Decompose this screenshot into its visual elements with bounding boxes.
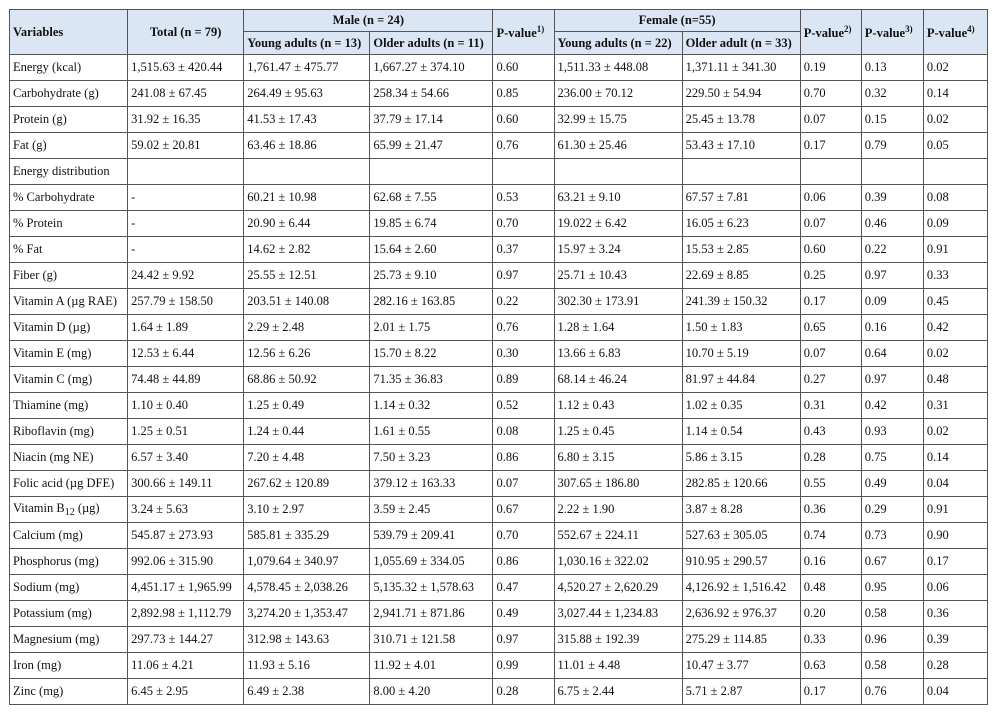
cell-male-older: 258.34 ± 54.66: [370, 81, 493, 107]
cell-female-young: 61.30 ± 25.46: [554, 133, 682, 159]
table-row: [10, 601, 988, 627]
cell-pvalue-1: 0.70: [493, 523, 554, 549]
cell-pvalue-4: 0.45: [923, 289, 987, 315]
table-row: [10, 159, 988, 185]
cell-male-young: 12.56 ± 6.26: [244, 341, 370, 367]
subscript: 12: [64, 507, 75, 518]
cell-pvalue-1: 0.86: [493, 549, 554, 575]
cell-female-young: 552.67 ± 224.11: [554, 523, 682, 549]
cell-male-older: 7.50 ± 3.23: [370, 445, 493, 471]
table-row: [10, 393, 988, 419]
cell-variable: Iron (mg): [10, 653, 128, 679]
pvalue-footnote-4: 4): [967, 23, 975, 34]
cell-pvalue-1: 0.47: [493, 575, 554, 601]
cell-pvalue-1: 0.86: [493, 445, 554, 471]
cell-female-older: 275.29 ± 114.85: [682, 627, 800, 653]
header-male: Male (n = 24): [244, 10, 493, 32]
cell-pvalue-2: 0.19: [800, 55, 861, 81]
cell-variable: Magnesium (mg): [10, 627, 128, 653]
cell-female-older: 282.85 ± 120.66: [682, 471, 800, 497]
cell-pvalue-3: 0.58: [861, 653, 923, 679]
table-row: [10, 679, 988, 705]
cell-male-older: 8.00 ± 4.20: [370, 679, 493, 705]
table-row: [10, 81, 988, 107]
cell-female-young: 13.66 ± 6.83: [554, 341, 682, 367]
cell-female-young: 6.80 ± 3.15: [554, 445, 682, 471]
cell-variable: Sodium (mg): [10, 575, 128, 601]
cell-total: 74.48 ± 44.89: [128, 367, 244, 393]
cell-pvalue-3: 0.75: [861, 445, 923, 471]
cell-male-older: 1.14 ± 0.32: [370, 393, 493, 419]
header-total: Total (n = 79): [128, 10, 244, 55]
cell-male-older: 379.12 ± 163.33: [370, 471, 493, 497]
cell-pvalue-2: 0.70: [800, 81, 861, 107]
cell-male-older: 539.79 ± 209.41: [370, 523, 493, 549]
cell-pvalue-1: 0.22: [493, 289, 554, 315]
cell-pvalue-3: 0.97: [861, 263, 923, 289]
cell-pvalue-2: 0.07: [800, 107, 861, 133]
cell-pvalue-3: 0.49: [861, 471, 923, 497]
cell-pvalue-2: 0.07: [800, 211, 861, 237]
cell-female-older: 1.02 ± 0.35: [682, 393, 800, 419]
cell-male-older: 19.85 ± 6.74: [370, 211, 493, 237]
cell-male-young: 20.90 ± 6.44: [244, 211, 370, 237]
cell-male-older: 5,135.32 ± 1,578.63: [370, 575, 493, 601]
cell-female-young: 25.71 ± 10.43: [554, 263, 682, 289]
cell-male-older: 1.61 ± 0.55: [370, 419, 493, 445]
cell-female-older: 81.97 ± 44.84: [682, 367, 800, 393]
pvalue-footnote-2: 2): [844, 23, 852, 34]
cell-pvalue-4: 0.05: [923, 133, 987, 159]
cell-female-older: 10.70 ± 5.19: [682, 341, 800, 367]
cell-pvalue-3: 0.09: [861, 289, 923, 315]
cell-male-older: 282.16 ± 163.85: [370, 289, 493, 315]
cell-female-older: [682, 159, 800, 185]
cell-total: 6.57 ± 3.40: [128, 445, 244, 471]
cell-total: 257.79 ± 158.50: [128, 289, 244, 315]
table-header: [10, 10, 988, 55]
cell-pvalue-2: 0.60: [800, 237, 861, 263]
cell-pvalue-3: 0.96: [861, 627, 923, 653]
cell-pvalue-4: 0.02: [923, 419, 987, 445]
cell-male-older: 310.71 ± 121.58: [370, 627, 493, 653]
cell-male-older: 1,667.27 ± 374.10: [370, 55, 493, 81]
cell-pvalue-2: 0.74: [800, 523, 861, 549]
cell-pvalue-4: 0.48: [923, 367, 987, 393]
cell-total: 2,892.98 ± 1,112.79: [128, 601, 244, 627]
cell-pvalue-3: 0.95: [861, 575, 923, 601]
cell-total: 24.42 ± 9.92: [128, 263, 244, 289]
table-row: [10, 471, 988, 497]
cell-pvalue-3: 0.97: [861, 367, 923, 393]
cell-pvalue-1: 0.49: [493, 601, 554, 627]
cell-variable: % Fat: [10, 237, 128, 263]
cell-pvalue-4: 0.02: [923, 341, 987, 367]
header-female-young: Young adults (n = 22): [554, 32, 682, 55]
cell-male-young: 585.81 ± 335.29: [244, 523, 370, 549]
cell-pvalue-2: 0.63: [800, 653, 861, 679]
cell-pvalue-3: 0.46: [861, 211, 923, 237]
cell-female-older: 2,636.92 ± 976.37: [682, 601, 800, 627]
header-variables: Variables: [10, 10, 128, 55]
cell-variable: Protein (g): [10, 107, 128, 133]
table-row: [10, 549, 988, 575]
cell-female-older: 25.45 ± 13.78: [682, 107, 800, 133]
cell-pvalue-4: 0.02: [923, 55, 987, 81]
cell-pvalue-1: 0.08: [493, 419, 554, 445]
table-row: [10, 133, 988, 159]
cell-pvalue-1: [493, 159, 554, 185]
cell-total: 31.92 ± 16.35: [128, 107, 244, 133]
cell-variable: Vitamin $B_{12}$ (µg): [10, 497, 128, 523]
cell-pvalue-4: 0.04: [923, 471, 987, 497]
header-pvalue-2: [800, 10, 861, 55]
cell-pvalue-2: 0.17: [800, 289, 861, 315]
cell-male-young: 1.25 ± 0.49: [244, 393, 370, 419]
cell-pvalue-4: 0.09: [923, 211, 987, 237]
pvalue-label: P-value: [496, 25, 537, 40]
cell-pvalue-4: 0.31: [923, 393, 987, 419]
table-row: [10, 211, 988, 237]
cell-pvalue-4: 0.90: [923, 523, 987, 549]
cell-variable: Potassium (mg): [10, 601, 128, 627]
cell-pvalue-2: [800, 159, 861, 185]
cell-female-older: 10.47 ± 3.77: [682, 653, 800, 679]
cell-male-young: 41.53 ± 17.43: [244, 107, 370, 133]
cell-pvalue-2: 0.06: [800, 185, 861, 211]
cell-pvalue-3: 0.39: [861, 185, 923, 211]
cell-total: 59.02 ± 20.81: [128, 133, 244, 159]
cell-pvalue-3: [861, 159, 923, 185]
cell-pvalue-2: 0.36: [800, 497, 861, 523]
cell-female-young: 1,030.16 ± 322.02: [554, 549, 682, 575]
cell-male-young: 1,761.47 ± 475.77: [244, 55, 370, 81]
cell-pvalue-3: 0.79: [861, 133, 923, 159]
cell-total: 1.64 ± 1.89: [128, 315, 244, 341]
cell-female-young: 1.12 ± 0.43: [554, 393, 682, 419]
cell-pvalue-3: 0.67: [861, 549, 923, 575]
cell-male-young: 3,274.20 ± 1,353.47: [244, 601, 370, 627]
table-row: [10, 653, 988, 679]
cell-total: 11.06 ± 4.21: [128, 653, 244, 679]
cell-pvalue-3: 0.15: [861, 107, 923, 133]
cell-pvalue-2: 0.16: [800, 549, 861, 575]
cell-female-young: 1.28 ± 1.64: [554, 315, 682, 341]
cell-male-older: 62.68 ± 7.55: [370, 185, 493, 211]
cell-male-older: 15.64 ± 2.60: [370, 237, 493, 263]
cell-variable: Energy (kcal): [10, 55, 128, 81]
cell-female-older: 1.50 ± 1.83: [682, 315, 800, 341]
cell-female-older: 16.05 ± 6.23: [682, 211, 800, 237]
cell-female-young: 6.75 ± 2.44: [554, 679, 682, 705]
cell-pvalue-4: 0.08: [923, 185, 987, 211]
table-row: [10, 185, 988, 211]
cell-pvalue-1: 0.67: [493, 497, 554, 523]
cell-male-older: 2.01 ± 1.75: [370, 315, 493, 341]
cell-female-young: [554, 159, 682, 185]
cell-variable: Zinc (mg): [10, 679, 128, 705]
header-pvalue-1: [493, 10, 554, 55]
cell-pvalue-2: 0.43: [800, 419, 861, 445]
cell-total: 300.66 ± 149.11: [128, 471, 244, 497]
cell-pvalue-2: 0.27: [800, 367, 861, 393]
cell-pvalue-3: 0.42: [861, 393, 923, 419]
cell-total: 1.10 ± 0.40: [128, 393, 244, 419]
cell-male-young: 11.93 ± 5.16: [244, 653, 370, 679]
cell-pvalue-4: 0.91: [923, 237, 987, 263]
cell-male-young: 6.49 ± 2.38: [244, 679, 370, 705]
cell-pvalue-3: 0.76: [861, 679, 923, 705]
header-pvalue-3: [861, 10, 923, 55]
cell-male-young: 203.51 ± 140.08: [244, 289, 370, 315]
cell-variable: % Carbohydrate: [10, 185, 128, 211]
cell-pvalue-1: 0.89: [493, 367, 554, 393]
table-row: [10, 107, 988, 133]
cell-pvalue-4: 0.04: [923, 679, 987, 705]
cell-male-young: 3.10 ± 2.97: [244, 497, 370, 523]
cell-pvalue-1: 0.76: [493, 133, 554, 159]
table-row: [10, 289, 988, 315]
cell-female-young: 236.00 ± 70.12: [554, 81, 682, 107]
cell-pvalue-4: [923, 159, 987, 185]
table-body: [10, 55, 988, 705]
header-male-older: Older adults (n = 11): [370, 32, 493, 55]
cell-female-young: 315.88 ± 192.39: [554, 627, 682, 653]
cell-male-young: 25.55 ± 12.51: [244, 263, 370, 289]
cell-variable: Fat (g): [10, 133, 128, 159]
cell-female-older: 527.63 ± 305.05: [682, 523, 800, 549]
cell-pvalue-4: 0.02: [923, 107, 987, 133]
cell-pvalue-4: 0.17: [923, 549, 987, 575]
cell-male-young: 1.24 ± 0.44: [244, 419, 370, 445]
pvalue-label: P-value: [864, 25, 906, 40]
cell-pvalue-3: 0.64: [861, 341, 923, 367]
table-row: [10, 341, 988, 367]
table-row: [10, 497, 988, 523]
cell-male-older: 71.35 ± 36.83: [370, 367, 493, 393]
cell-pvalue-1: 0.53: [493, 185, 554, 211]
cell-total: 4,451.17 ± 1,965.99: [128, 575, 244, 601]
cell-total: 6.45 ± 2.95: [128, 679, 244, 705]
cell-total: 12.53 ± 6.44: [128, 341, 244, 367]
cell-pvalue-1: 0.97: [493, 263, 554, 289]
cell-female-young: 15.97 ± 3.24: [554, 237, 682, 263]
cell-female-older: 229.50 ± 54.94: [682, 81, 800, 107]
cell-variable: Riboflavin (mg): [10, 419, 128, 445]
cell-pvalue-2: 0.65: [800, 315, 861, 341]
cell-female-older: 3.87 ± 8.28: [682, 497, 800, 523]
cell-pvalue-1: 0.97: [493, 627, 554, 653]
cell-total: -: [128, 211, 244, 237]
cell-male-young: 2.29 ± 2.48: [244, 315, 370, 341]
cell-pvalue-2: 0.20: [800, 601, 861, 627]
cell-female-older: 53.43 ± 17.10: [682, 133, 800, 159]
cell-pvalue-4: 0.28: [923, 653, 987, 679]
cell-pvalue-1: 0.70: [493, 211, 554, 237]
cell-pvalue-2: 0.25: [800, 263, 861, 289]
table-row: [10, 627, 988, 653]
cell-total: 1.25 ± 0.51: [128, 419, 244, 445]
cell-male-older: 2,941.71 ± 871.86: [370, 601, 493, 627]
cell-female-older: 22.69 ± 8.85: [682, 263, 800, 289]
cell-female-young: 11.01 ± 4.48: [554, 653, 682, 679]
cell-female-older: 1.14 ± 0.54: [682, 419, 800, 445]
cell-female-young: 63.21 ± 9.10: [554, 185, 682, 211]
cell-pvalue-4: 0.39: [923, 627, 987, 653]
pvalue-footnote-3: 3): [905, 23, 913, 34]
cell-variable: Fiber (g): [10, 263, 128, 289]
cell-pvalue-3: 0.58: [861, 601, 923, 627]
cell-total: 992.06 ± 315.90: [128, 549, 244, 575]
cell-total: -: [128, 237, 244, 263]
table-row: [10, 263, 988, 289]
cell-female-young: 1.25 ± 0.45: [554, 419, 682, 445]
cell-pvalue-1: 0.99: [493, 653, 554, 679]
table-row: [10, 237, 988, 263]
cell-male-young: 312.98 ± 143.63: [244, 627, 370, 653]
cell-variable: Niacin (mg NE): [10, 445, 128, 471]
cell-total: -: [128, 185, 244, 211]
cell-female-young: 68.14 ± 46.24: [554, 367, 682, 393]
cell-female-older: 67.57 ± 7.81: [682, 185, 800, 211]
cell-variable: Vitamin C (mg): [10, 367, 128, 393]
cell-male-older: 1,055.69 ± 334.05: [370, 549, 493, 575]
table-row: [10, 523, 988, 549]
cell-pvalue-4: 0.33: [923, 263, 987, 289]
cell-pvalue-3: 0.16: [861, 315, 923, 341]
cell-female-young: 2.22 ± 1.90: [554, 497, 682, 523]
cell-pvalue-2: 0.28: [800, 445, 861, 471]
cell-pvalue-2: 0.31: [800, 393, 861, 419]
table-row: [10, 575, 988, 601]
header-male-young: Young adults (n = 13): [244, 32, 370, 55]
cell-female-older: 5.71 ± 2.87: [682, 679, 800, 705]
table-row: [10, 445, 988, 471]
cell-male-young: 14.62 ± 2.82: [244, 237, 370, 263]
cell-female-older: 241.39 ± 150.32: [682, 289, 800, 315]
cell-pvalue-1: 0.28: [493, 679, 554, 705]
cell-male-young: 68.86 ± 50.92: [244, 367, 370, 393]
cell-pvalue-1: 0.52: [493, 393, 554, 419]
cell-female-young: 3,027.44 ± 1,234.83: [554, 601, 682, 627]
cell-pvalue-4: 0.91: [923, 497, 987, 523]
cell-male-older: 11.92 ± 4.01: [370, 653, 493, 679]
cell-female-older: 4,126.92 ± 1,516.42: [682, 575, 800, 601]
cell-variable: % Protein: [10, 211, 128, 237]
cell-male-young: 1,079.64 ± 340.97: [244, 549, 370, 575]
cell-male-older: 37.79 ± 17.14: [370, 107, 493, 133]
cell-pvalue-2: 0.17: [800, 679, 861, 705]
header-female: Female (n=55): [554, 10, 800, 32]
cell-female-older: 1,371.11 ± 341.30: [682, 55, 800, 81]
cell-male-young: 4,578.45 ± 2,038.26: [244, 575, 370, 601]
pvalue-label: P-value: [926, 25, 968, 40]
cell-pvalue-1: 0.60: [493, 107, 554, 133]
cell-pvalue-1: 0.37: [493, 237, 554, 263]
cell-pvalue-3: 0.93: [861, 419, 923, 445]
cell-female-young: 307.65 ± 186.80: [554, 471, 682, 497]
cell-pvalue-3: 0.32: [861, 81, 923, 107]
cell-female-young: 32.99 ± 15.75: [554, 107, 682, 133]
cell-total: [128, 159, 244, 185]
table-row: [10, 419, 988, 445]
cell-variable: Calcium (mg): [10, 523, 128, 549]
cell-pvalue-2: 0.17: [800, 133, 861, 159]
cell-male-young: 264.49 ± 95.63: [244, 81, 370, 107]
cell-total: 545.87 ± 273.93: [128, 523, 244, 549]
cell-pvalue-2: 0.07: [800, 341, 861, 367]
cell-variable: Vitamin E (mg): [10, 341, 128, 367]
table-row: [10, 367, 988, 393]
cell-pvalue-1: 0.85: [493, 81, 554, 107]
cell-pvalue-4: 0.42: [923, 315, 987, 341]
cell-male-older: 15.70 ± 8.22: [370, 341, 493, 367]
cell-pvalue-1: 0.76: [493, 315, 554, 341]
cell-female-young: 1,511.33 ± 448.08: [554, 55, 682, 81]
header-female-older: Older adult (n = 33): [682, 32, 800, 55]
cell-female-older: 5.86 ± 3.15: [682, 445, 800, 471]
table-row: [10, 55, 988, 81]
cell-pvalue-1: 0.60: [493, 55, 554, 81]
nutrient-intake-table: [9, 9, 988, 705]
cell-female-young: 4,520.27 ± 2,620.29: [554, 575, 682, 601]
cell-variable: Vitamin D (µg): [10, 315, 128, 341]
cell-variable: Carbohydrate (g): [10, 81, 128, 107]
cell-total: 3.24 ± 5.63: [128, 497, 244, 523]
pvalue-footnote-1: 1): [536, 23, 545, 34]
cell-variable: Thiamine (mg): [10, 393, 128, 419]
cell-male-older: 3.59 ± 2.45: [370, 497, 493, 523]
cell-female-young: 19.022 ± 6.42: [554, 211, 682, 237]
pvalue-label: P-value: [803, 25, 845, 40]
cell-variable: Phosphorus (mg): [10, 549, 128, 575]
cell-female-older: 15.53 ± 2.85: [682, 237, 800, 263]
cell-pvalue-1: 0.07: [493, 471, 554, 497]
cell-female-young: 302.30 ± 173.91: [554, 289, 682, 315]
cell-male-young: 63.46 ± 18.86: [244, 133, 370, 159]
cell-pvalue-3: 0.29: [861, 497, 923, 523]
table-row: [10, 315, 988, 341]
cell-pvalue-1: 0.30: [493, 341, 554, 367]
cell-pvalue-3: 0.73: [861, 523, 923, 549]
cell-pvalue-4: 0.14: [923, 81, 987, 107]
cell-pvalue-4: 0.06: [923, 575, 987, 601]
cell-female-older: 910.95 ± 290.57: [682, 549, 800, 575]
cell-pvalue-3: 0.13: [861, 55, 923, 81]
cell-total: 297.73 ± 144.27: [128, 627, 244, 653]
cell-total: 241.08 ± 67.45: [128, 81, 244, 107]
cell-pvalue-4: 0.14: [923, 445, 987, 471]
cell-pvalue-2: 0.55: [800, 471, 861, 497]
cell-male-young: 267.62 ± 120.89: [244, 471, 370, 497]
cell-variable: Vitamin A (µg RAE): [10, 289, 128, 315]
cell-total: 1,515.63 ± 420.44: [128, 55, 244, 81]
cell-pvalue-2: 0.48: [800, 575, 861, 601]
cell-variable: Energy distribution: [10, 159, 128, 185]
cell-male-young: [244, 159, 370, 185]
cell-male-older: [370, 159, 493, 185]
cell-male-young: 60.21 ± 10.98: [244, 185, 370, 211]
cell-male-older: 65.99 ± 21.47: [370, 133, 493, 159]
cell-pvalue-3: 0.22: [861, 237, 923, 263]
cell-pvalue-4: 0.36: [923, 601, 987, 627]
cell-variable: Folic acid (µg DFE): [10, 471, 128, 497]
header-pvalue-4: [923, 10, 987, 55]
cell-male-young: 7.20 ± 4.48: [244, 445, 370, 471]
cell-male-older: 25.73 ± 9.10: [370, 263, 493, 289]
cell-pvalue-2: 0.33: [800, 627, 861, 653]
